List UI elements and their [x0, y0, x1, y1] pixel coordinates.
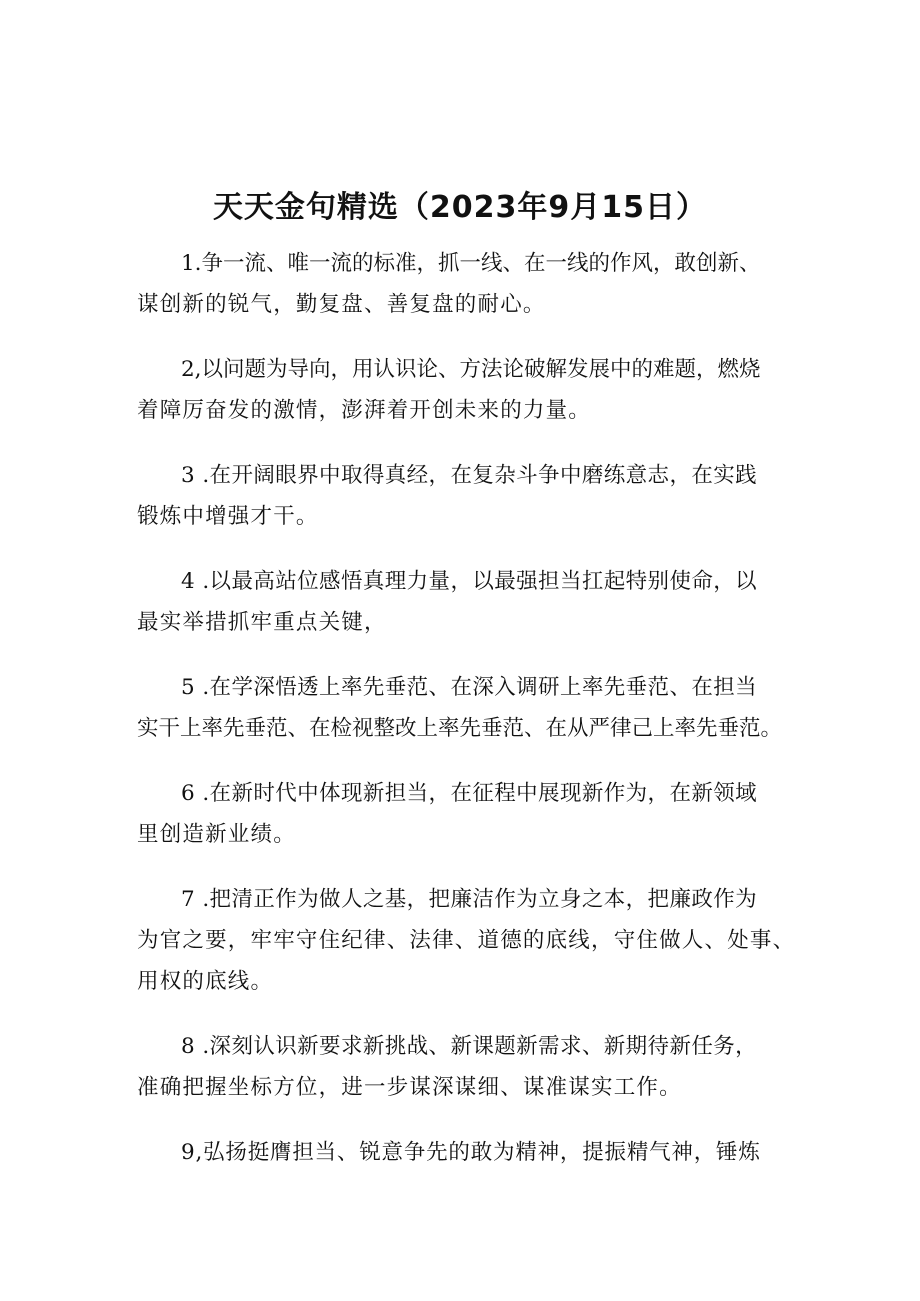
paragraph-line: 3 .在开阔眼界中取得真经，在复杂斗争中磨练意志，在实践 — [181, 463, 758, 488]
paragraph-line: 6 .在新时代中体现新担当，在征程中展现新作为，在新领域 — [181, 781, 758, 806]
paragraph-7 — [137, 879, 805, 1002]
paragraph-line: 1.争一流、唯一流的标准，抓一线、在一线的作风，敢创新、 — [181, 251, 761, 276]
paragraph-8 — [137, 1026, 805, 1108]
paragraph-line: 2,以问题为导向，用认识论、方法论破解发展中的难题，燃烧 — [181, 357, 761, 382]
paragraph-line: 为官之要，牢牢守住纪律、法律、道德的底线，守住做人、处事、 — [137, 928, 796, 953]
paragraph-3 — [137, 455, 805, 537]
document-title: 天天金句精选（2023年9月15日） — [212, 190, 708, 225]
document-body — [137, 243, 805, 1197]
paragraph-line: 里创造新业绩。 — [137, 822, 296, 847]
paragraph-5 — [137, 667, 805, 749]
paragraph-line: 准确把握坐标方位，进一步谋深谋细、谋准谋实工作。 — [137, 1075, 682, 1100]
paragraph-4 — [137, 561, 805, 643]
paragraph-line: 用权的底线。 — [137, 969, 274, 994]
paragraph-2 — [137, 349, 805, 431]
paragraph-6 — [137, 773, 805, 855]
paragraph-line: 锻炼中增强才干。 — [137, 504, 319, 529]
paragraph-line: 4 .以最高站位感悟真理力量，以最强担当扛起特别使命，以 — [181, 569, 758, 594]
paragraph-line: 5 .在学深悟透上率先垂范、在深入调研上率先垂范、在担当 — [181, 675, 758, 700]
paragraph-1 — [137, 243, 805, 325]
paragraph-line: 最实举措抓牢重点关键， — [137, 610, 387, 635]
paragraph-line: 9,弘扬挺膺担当、锐意争先的敢为精神，提振精气神，锤炼 — [181, 1140, 761, 1165]
paragraph-9 — [137, 1132, 805, 1173]
paragraph-line: 着障厉奋发的激情，澎湃着开创未来的力量。 — [137, 398, 592, 423]
paragraph-line: 谋创新的锐气，勤复盘、善复盘的耐心。 — [137, 292, 546, 317]
paragraph-line: 实干上率先垂范、在检视整改上率先垂范、在从严律己上率先垂范。 — [137, 716, 783, 741]
paragraph-line: 8 .深刻认识新要求新挑战、新课题新需求、新期待新任务， — [181, 1034, 758, 1059]
paragraph-line: 7 .把清正作为做人之基，把廉洁作为立身之本，把廉政作为 — [181, 887, 758, 912]
